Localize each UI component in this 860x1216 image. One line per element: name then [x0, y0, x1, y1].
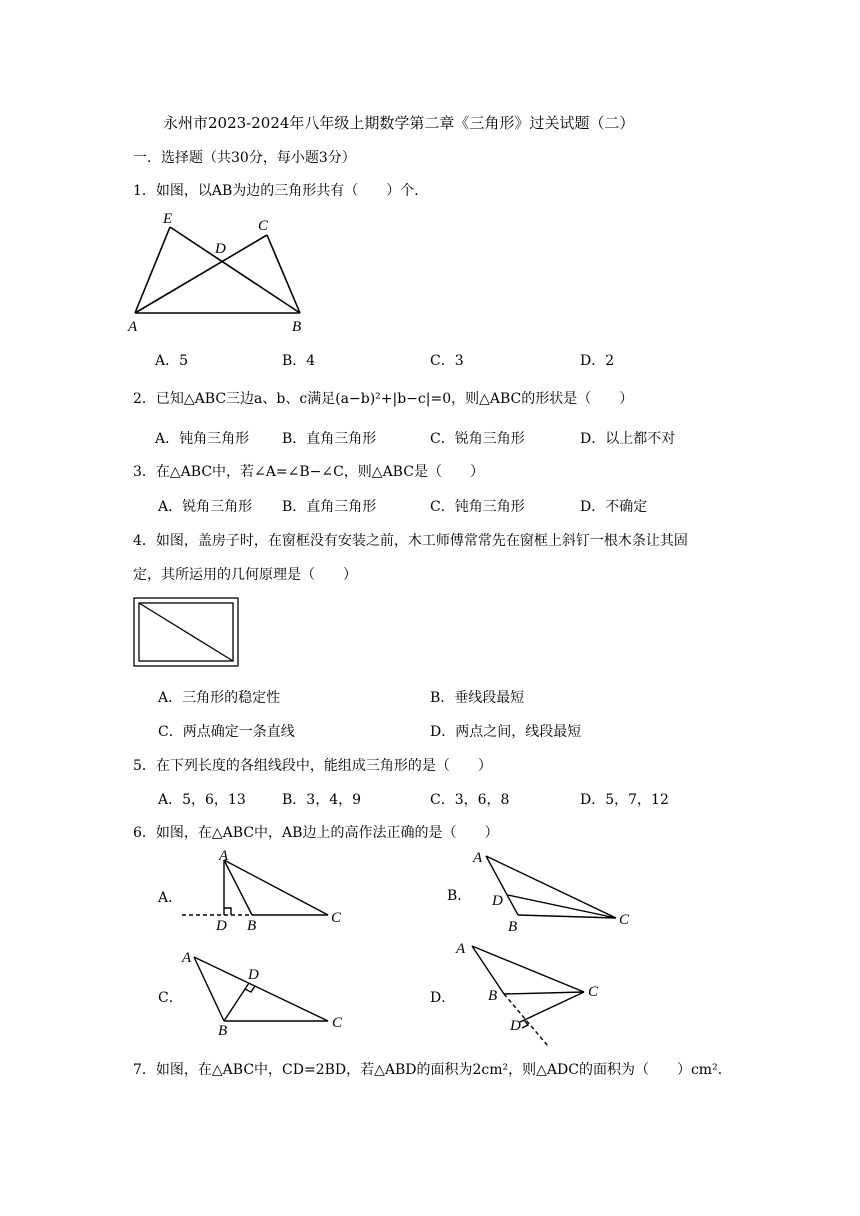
q3-option-b[interactable]: B．直角三角形	[282, 499, 377, 515]
q6-figure-a[interactable]	[178, 848, 358, 933]
q4-option-a[interactable]: A．三角形的稳定性	[158, 690, 281, 706]
q1-line-ae	[135, 227, 170, 313]
q5-option-c[interactable]: C．3，6，8	[430, 792, 510, 808]
q6a-label-d: D	[216, 918, 227, 934]
q6d-label-c: C	[588, 984, 599, 1000]
q6a-label-b: B	[247, 918, 257, 934]
question-5-stem: 5．在下列长度的各组线段中，能组成三角形的是（ ）	[133, 758, 492, 774]
q6-figure-b[interactable]	[468, 848, 648, 933]
q6b-label-b: B	[508, 919, 518, 935]
q3-option-d[interactable]: D．不确定	[580, 499, 648, 515]
question-4-stem-line1: 4．如图，盖房子时，在窗框没有安装之前，木工师傅常常先在窗框上斜钉一根木条让其固	[133, 533, 688, 549]
q3-option-a[interactable]: A．锐角三角形	[158, 499, 253, 515]
q6c-label-b: B	[218, 1023, 228, 1039]
q6d-label-a: A	[456, 941, 466, 957]
q6d-label-d: D	[510, 1018, 521, 1034]
q5-option-d[interactable]: D．5，7，12	[580, 792, 669, 808]
q6b-label-a: A	[473, 850, 483, 866]
q5-option-a[interactable]: A．5，6，13	[158, 792, 246, 808]
q1-label-d: D	[215, 241, 226, 257]
question-1-stem: 1．如图，以AB为边的三角形共有（ ）个．	[133, 183, 429, 199]
q4-option-c[interactable]: C．两点确定一条直线	[158, 724, 295, 740]
q6-option-c[interactable]: C．	[158, 990, 183, 1006]
q6-option-d[interactable]: D．	[430, 990, 456, 1006]
q1-option-a[interactable]: A．5	[155, 353, 189, 369]
q1-option-d[interactable]: D．2	[580, 353, 615, 369]
q2-option-b[interactable]: B．直角三角形	[282, 431, 377, 447]
q1-figure	[125, 205, 325, 335]
q6d-label-b: B	[488, 988, 498, 1004]
question-7-stem: 7．如图，在△ABC中，CD=2BD，若△ABD的面积为2cm²，则△ADC的面积为（ ）cm²．	[133, 1062, 732, 1078]
q6a-label-c: C	[331, 910, 342, 926]
window-frame-figure	[133, 597, 243, 669]
q6-figure-c[interactable]	[178, 945, 358, 1039]
q1-line-eb	[170, 227, 300, 313]
q2-option-d[interactable]: D．以上都不对	[580, 431, 676, 447]
question-6-stem: 6．如图，在△ABC中，AB边上的高作法正确的是（ ）	[133, 825, 499, 841]
q6c-label-a: A	[182, 950, 192, 966]
q6c-label-d: D	[248, 967, 259, 983]
q6-figure-d[interactable]	[452, 938, 632, 1038]
q4-option-b[interactable]: B．垂线段最短	[430, 690, 525, 706]
q6b-label-c: C	[619, 912, 630, 928]
q1-label-c: C	[258, 218, 269, 234]
q1-label-b: B	[292, 319, 302, 335]
q1-option-c[interactable]: C．3	[430, 353, 464, 369]
q6b-label-d: D	[492, 893, 503, 909]
question-4-stem-line2: 定，其所运用的几何原理是（ ）	[133, 567, 357, 583]
q3-option-c[interactable]: C．钝角三角形	[430, 499, 525, 515]
q6c-label-c: C	[332, 1015, 343, 1031]
q6-option-a[interactable]: A．	[158, 890, 183, 906]
q4-option-d[interactable]: D．两点之间，线段最短	[430, 724, 582, 740]
section-heading: 一．选择题（共30分，每小题3分）	[133, 150, 356, 166]
q5-option-b[interactable]: B．3，4，9	[282, 792, 362, 808]
q1-label-e: E	[163, 211, 173, 227]
q2-option-c[interactable]: C．锐角三角形	[430, 431, 525, 447]
q1-option-b[interactable]: B．4	[282, 353, 316, 369]
q1-label-a: A	[128, 319, 138, 335]
page-title: 永州市2023-2024年八年级上期数学第二章《三角形》过关试题（二）	[163, 114, 635, 132]
question-2-stem: 2．已知△ABC三边a、b、c满足(a−b)²+|b−c|=0，则△ABC的形状是（ ）	[133, 391, 634, 407]
question-3-stem: 3．在△ABC中，若∠A=∠B−∠C，则△ABC是（ ）	[133, 464, 484, 480]
q6-option-b[interactable]: B．	[447, 888, 472, 904]
q2-option-a[interactable]: A．钝角三角形	[155, 431, 250, 447]
q6a-label-a: A	[219, 848, 229, 864]
